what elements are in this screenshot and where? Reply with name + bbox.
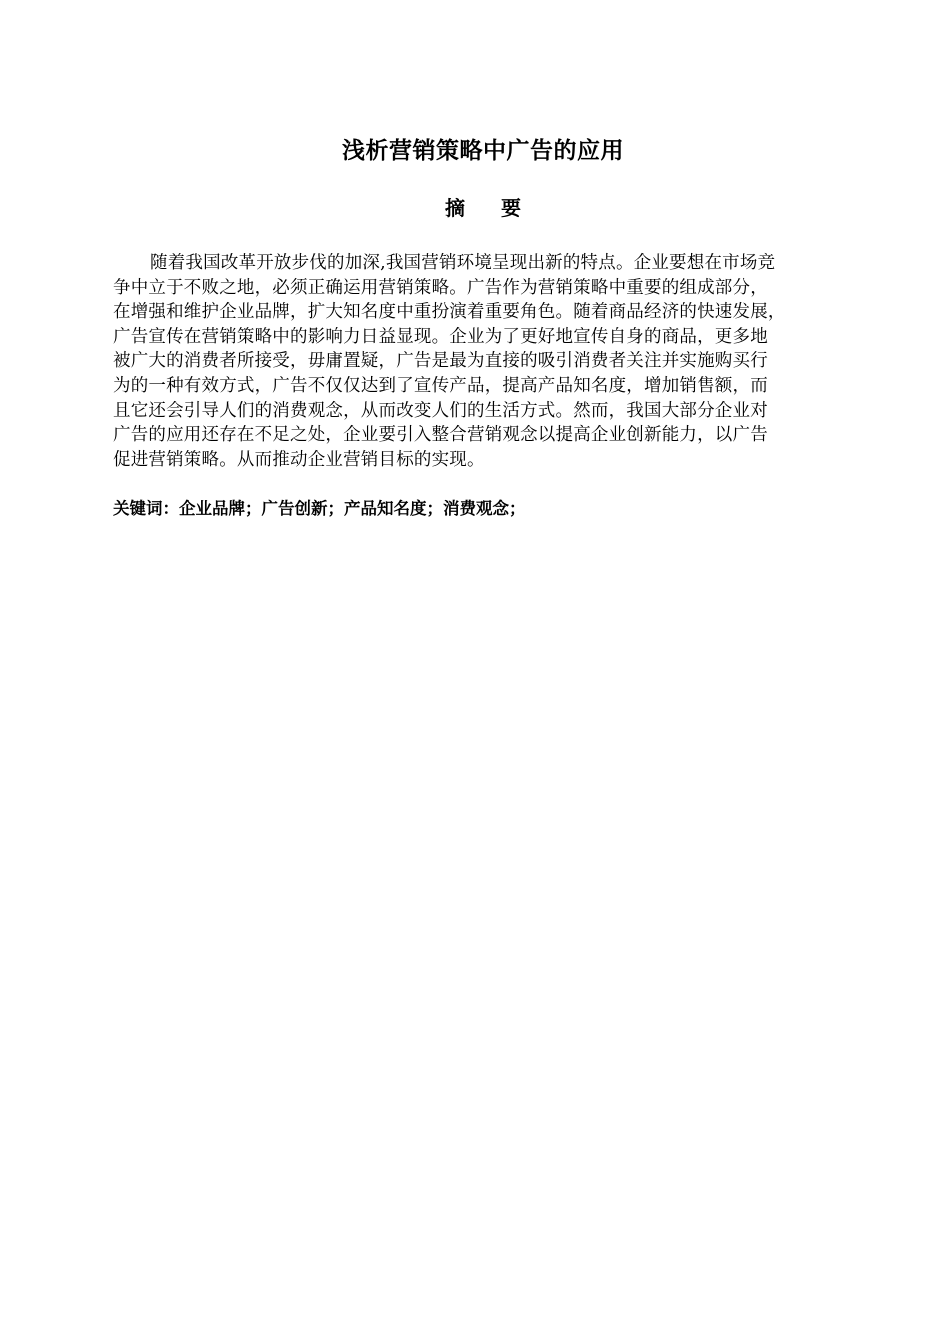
abstract-line: 为的一种有效方式，广告不仅仅达到了宣传产品，提高产品知名度，增加销售额，而	[113, 375, 768, 396]
abstract-line: 被广大的消费者所接受，毋庸置疑，广告是最为直接的吸引消费者关注并实施购买行	[113, 351, 768, 372]
abstract-line: 广告宣传在营销策略中的影响力日益显现。企业为了更好地宣传自身的商品，更多地	[113, 326, 768, 347]
abstract-line: 随着我国改革开放步伐的加深,我国营销环境呈现出新的特点。企业要想在市场竞	[150, 253, 776, 273]
abstract-body	[113, 251, 853, 472]
abstract-heading	[0, 194, 950, 222]
abstract-line: 促进营销策略。从而推动企业营销目标的实现。	[113, 449, 485, 470]
abstract-line: 在增强和维护企业品牌，扩大知名度中重扮演着重要角色。随着商品经济的快速发展，	[113, 302, 786, 323]
abstract-heading-char-2: 要	[501, 196, 521, 220]
keywords-line: 关键词：企业品牌；广告创新；产品知名度；消费观念；	[113, 499, 526, 518]
page-title: 浅析营销策略中广告的应用	[342, 138, 624, 164]
abstract-heading-char-1: 摘	[445, 196, 465, 220]
abstract-line: 广告的应用还存在不足之处，企业要引入整合营销观念以提高企业创新能力，以广告	[113, 425, 768, 446]
abstract-line: 争中立于不败之地，必须正确运用营销策略。广告作为营销策略中重要的组成部分，	[113, 277, 768, 298]
abstract-line: 且它还会引导人们的消费观念，从而改变人们的生活方式。然而，我国大部分企业对	[113, 400, 768, 421]
